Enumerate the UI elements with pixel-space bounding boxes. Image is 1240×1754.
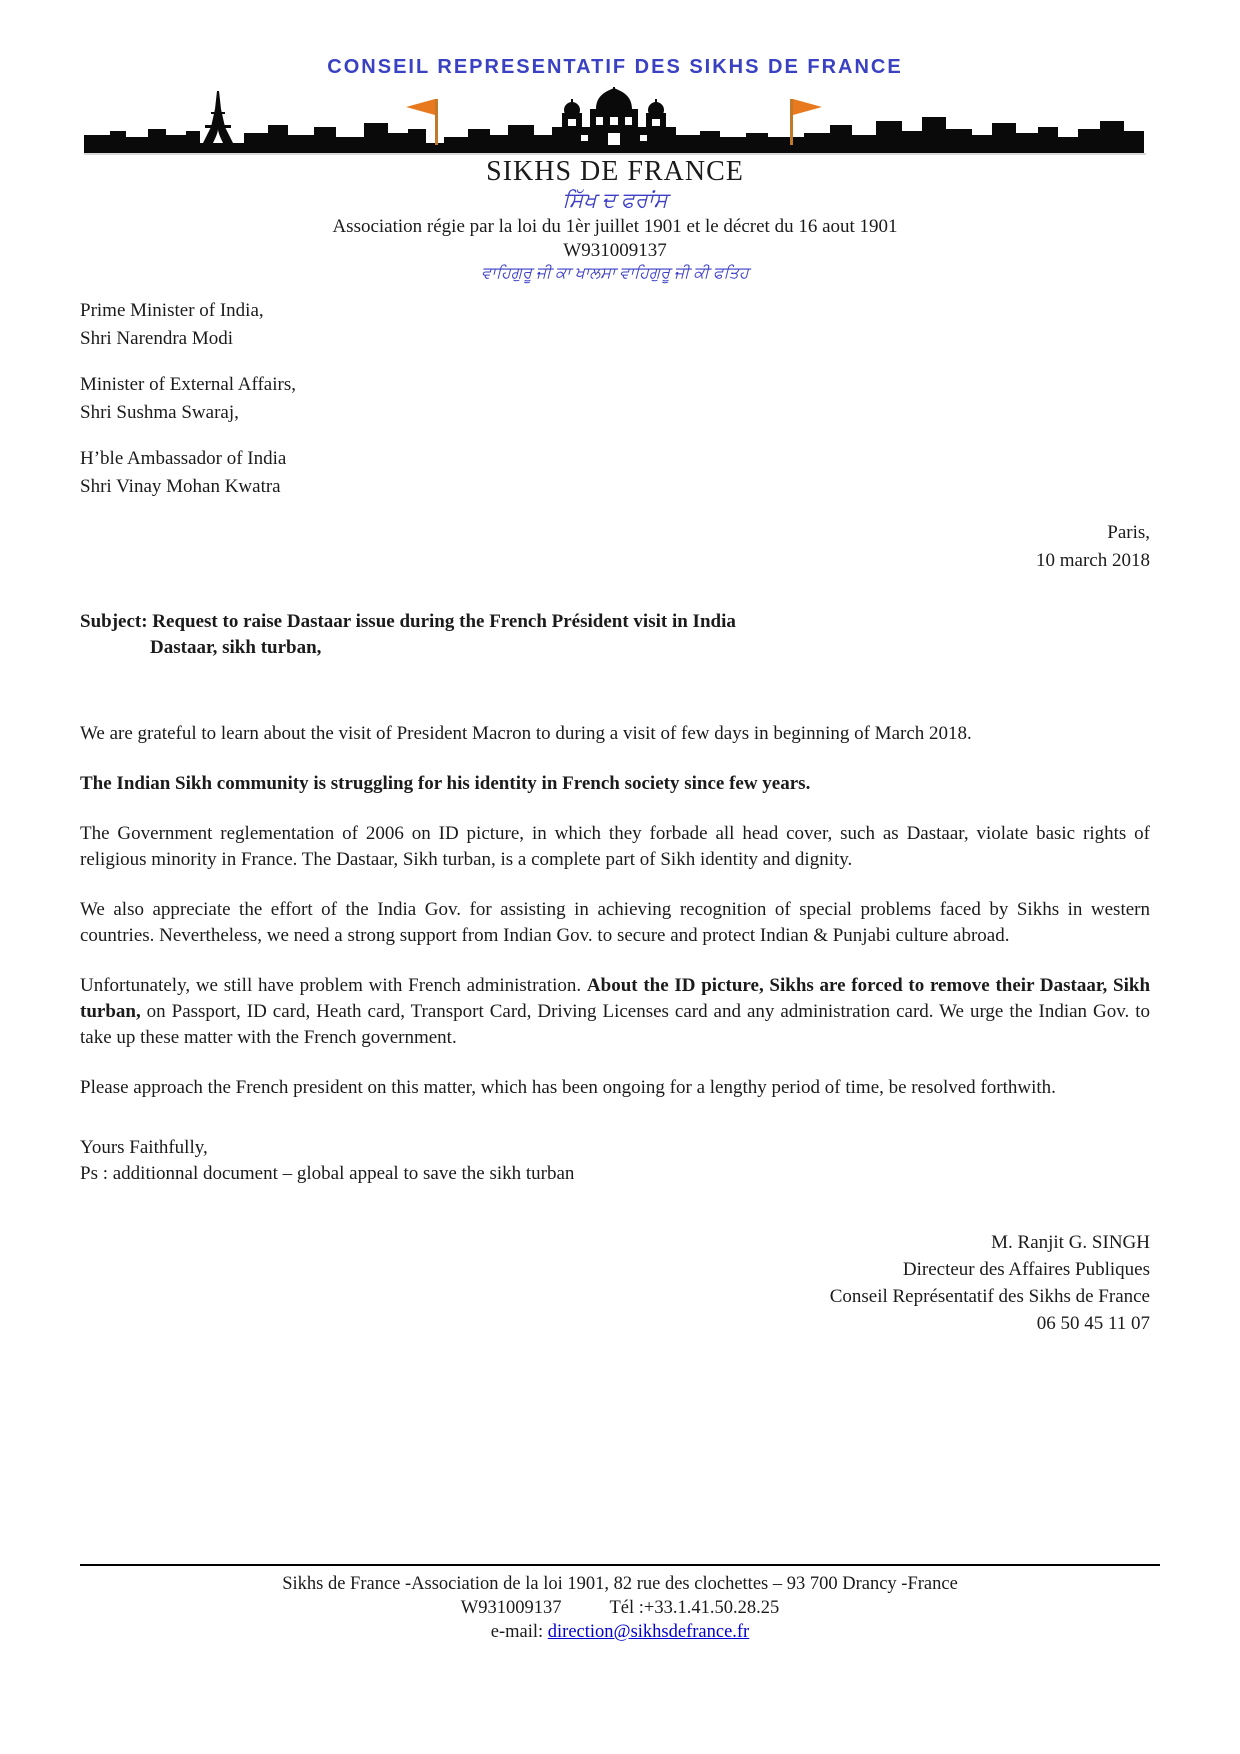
- footer-registration-phone: [80, 1596, 1160, 1620]
- recipient-pm: [80, 297, 1150, 353]
- footer-phone: Tél :+33.1.41.50.28.25: [609, 1598, 780, 1618]
- paragraph-id-picture-pre: Unfortunately, we still have problem with French administration.: [80, 975, 587, 996]
- signature-org: Conseil Représentatif des Sikhs de France: [829, 1286, 1150, 1307]
- association-line: Association régie par la loi du 1èr juillet 1901 et le décret du 16 aout 1901: [332, 216, 898, 237]
- footer-email-label: e-mail:: [490, 1622, 548, 1642]
- paragraph-id-picture-post: on Passport, ID card, Heath card, Transport Card, Driving Licenses card and any administration card. We urge the Indian Gov. to take up these matter with the French government.: [80, 1001, 1150, 1048]
- paragraph-regulation: The Government reglementation of 2006 on ID picture, in which they forbade all head cover, such as Dastaar, violate basic rights of religious minority in France. The Dastaar, Sikh turban, is a complete part of Sikh identity and dignity.: [80, 823, 1150, 870]
- paragraph-struggle: The Indian Sikh community is struggling for his identity in French society since few years.: [80, 773, 811, 794]
- gurdwara-icon: [552, 87, 676, 145]
- recipient-name: Shri Vinay Mohan Kwatra: [80, 476, 281, 497]
- recipient-name: Shri Sushma Swaraj,: [80, 402, 239, 423]
- registration-number: W931009137: [563, 240, 667, 261]
- dateline-city: Paris,: [1107, 522, 1150, 543]
- paragraph-id-picture: [80, 973, 1150, 1051]
- sikh-blessing-punjabi: ਵਾਹਿਗੁਰੂ ਜੀ ਕਾ ਖਾਲਸਾ ਵਾਹਿਗੁਰੂ ਜੀ ਕੀ ਫਤਿਹ: [481, 265, 749, 282]
- signature-phone: 06 50 45 11 07: [1036, 1313, 1150, 1334]
- recipient-name: Shri Narendra Modi: [80, 328, 234, 349]
- paragraph-id-picture-bold: About the ID picture, Sikhs are forced to remove their Dastaar, Sikh turban,: [80, 975, 1151, 1022]
- recipient-title: Prime Minister of India,: [80, 300, 264, 321]
- subject-line-2: Dastaar, sikh turban,: [150, 637, 322, 658]
- subject-block: [80, 609, 1150, 661]
- recipient-title: Minister of External Affairs,: [80, 374, 296, 395]
- recipient-ambassador: [80, 445, 1150, 501]
- org-name: SIKHS DE FRANCE: [486, 156, 744, 187]
- dateline-date: 10 march 2018: [1036, 550, 1150, 571]
- footer-address: Sikhs de France -Association de la loi 1901, 82 rue des clochettes – 93 700 Drancy -France: [282, 1574, 958, 1594]
- paris-skyline-banner: [84, 87, 1146, 155]
- recipient-title: H’ble Ambassador of India: [80, 448, 287, 469]
- paragraph-appreciation: We also appreciate the effort of the India Gov. for assisting in achieving recognition of special problems faced by Sikhs in western countries. Nevertheless, we need a strong support from Indian Gov. to secure and protect Indian & Punjabi culture abroad.: [80, 899, 1150, 946]
- recipients-block: [80, 297, 1150, 501]
- org-title: CONSEIL REPRESENTATIF DES SIKHS DE FRANCE: [327, 56, 903, 78]
- subject-line-1: Subject: Request to raise Dastaar issue during the French Président visit in India: [80, 611, 736, 632]
- paris-skyline-icon: [84, 87, 1144, 153]
- postscript-line: Ps : additionnal document – global appeal to save the sikh turban: [80, 1163, 575, 1184]
- footer-registration: W931009137: [460, 1598, 562, 1618]
- signature-block: [80, 1229, 1150, 1337]
- closing-line: Yours Faithfully,: [80, 1137, 208, 1158]
- recipient-mea: [80, 371, 1150, 427]
- eiffel-tower-icon: [203, 91, 233, 143]
- org-name-punjabi: ਸਿੱਖ ਦ ਫਰਾਂਸ: [562, 188, 668, 212]
- dateline: [80, 519, 1150, 575]
- paragraph-greeting: We are grateful to learn about the visit of President Macron to during a visit of few days in beginning of March 2018.: [80, 723, 972, 744]
- footer-divider: [80, 1564, 1160, 1566]
- signature-title: Directeur des Affaires Publiques: [902, 1259, 1150, 1280]
- footer-email-line: [80, 1620, 1160, 1644]
- signature-name: M. Ranjit G. SINGH: [991, 1232, 1150, 1253]
- email-link[interactable]: direction@sikhsdefrance.fr: [547, 1622, 750, 1642]
- page-footer: [80, 1564, 1160, 1644]
- paragraph-request: Please approach the French president on this matter, which has been ongoing for a lengthy period of time, be resolved forthwith.: [80, 1077, 1056, 1098]
